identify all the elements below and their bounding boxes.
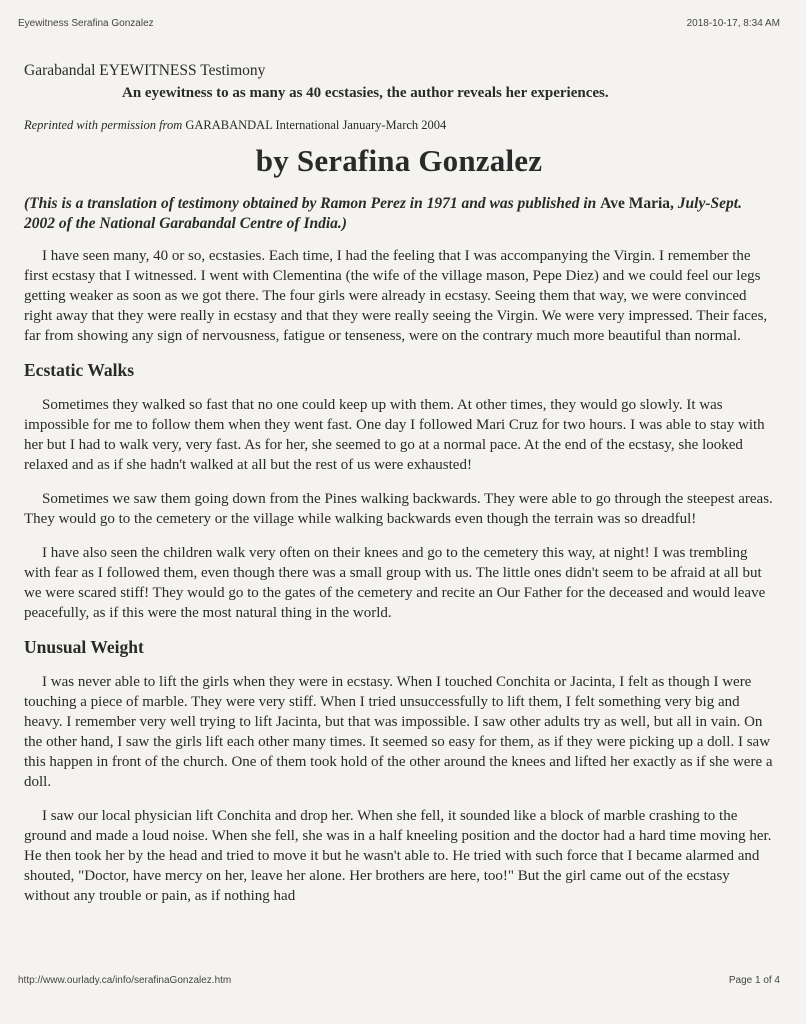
intro-part-2: July-Sept. 2002 of the National Garabandal Centre of India.): [24, 194, 742, 232]
reprint-italic: Reprinted with permission from: [24, 117, 183, 132]
paragraph-3: Sometimes we saw them going down from the Pines walking backwards. They were able to go through the steepest areas. They would go to the cemetery or the village while walking backwards even though the terrain was so dreadful!: [24, 490, 773, 527]
paragraph-1: I have seen many, 40 or so, ecstasies. Each time, I had the feeling that I was accompanying the Virgin. I remember the first ecstasy that I witnessed. I went with Clementina (the wife of the village mason, Pepe Diez) and we could feel our legs getting weaker as soon as we got there. The four girls were already in ecstasy. Seeing them that way, we were convinced right away that they were really in ecstasy and that they were really seeing the Virgin. We were very impressed. Their faces, far from showing any sign of nervousness, fatigue or tenseness, were on the contrary much more beautiful than normal.: [24, 247, 768, 344]
intro-part-1: (This is a translation of testimony obtained by Ramon Perez in 1971 and was published in: [24, 194, 597, 212]
page-title: by Serafina Gonzalez: [255, 142, 543, 178]
document-body: [24, 62, 774, 920]
footer-page-number: Page 1 of 4: [728, 975, 780, 986]
intro-note: [24, 194, 774, 234]
intro-publication: Ave Maria,: [600, 194, 674, 212]
heading-ecstatic-walks: Ecstatic Walks: [24, 359, 135, 380]
header-timestamp: 2018-10-17, 8:34 AM: [686, 18, 780, 29]
paragraph-6: I saw our local physician lift Conchita and drop her. When she fell, it sounded like a block of marble crashing to the ground and made a loud noise. When she fell, she was in a half kneeling position and the doctor had a hard time moving her. He then took her by the head and tried to move it but he wasn't able to. He tried with such force that I became alarmed and shouted, "Doctor, have mercy on her, leave her alone. Her brothers are here, too!" But the girl came out of the ecstasy without any trouble or pain, as if nothing had: [24, 807, 772, 904]
paragraph-4: I have also seen the children walk very often on their knees and go to the cemetery this way, at night! I was trembling with fear as I followed them, even though there was a small group with us. The little ones didn't seem to be afraid at all but we were scared stiff! They would go to the gates of the cemetery and recite an Our Father for the deceased and would leave peacefully, as if this were the most natural thing in the world.: [24, 544, 766, 621]
reprint-source: GARABANDAL International January-March 2004: [185, 117, 447, 132]
header-page-title: Eyewitness Serafina Gonzalez: [18, 18, 154, 29]
footer-url: http://www.ourlady.ca/info/serafinaGonzalez.htm: [18, 975, 232, 986]
reprint-note: [24, 118, 774, 133]
heading-unusual-weight: Unusual Weight: [24, 636, 144, 657]
kicker: Garabandal EYEWITNESS Testimony: [24, 62, 266, 79]
subtitle: An eyewitness to as many as 40 ecstasies, the author reveals her experiences.: [122, 85, 609, 102]
paragraph-5: I was never able to lift the girls when they were in ecstasy. When I touched Conchita or Jacinta, I felt as though I were touching a piece of marble. They were very stiff. When I tried unsuccessfully to lift them, I felt something very big and heavy. I remember very well trying to lift Jacinta, but that was impossible. I saw other adults try as well, but all in vain. On the other hand, I saw the girls lift each other many times. It seemed so easy for them, as if they were picking up a doll. I saw this happen in front of the church. One of them took hold of the other around the knees and lifted her exactly as if she were a doll.: [24, 673, 773, 790]
paragraph-2: Sometimes they walked so fast that no one could keep up with them. At other times, they would go slowly. It was impossible for me to follow them when they went fast. One day I followed Mari Cruz for two hours. I was able to stay with her but I had to walk very, very fast. As for her, she seemed to go at a normal pace. At the end of the ecstasy, she looked relaxed and as if she hadn't walked at all but the rest of us were exhausted!: [24, 396, 765, 473]
